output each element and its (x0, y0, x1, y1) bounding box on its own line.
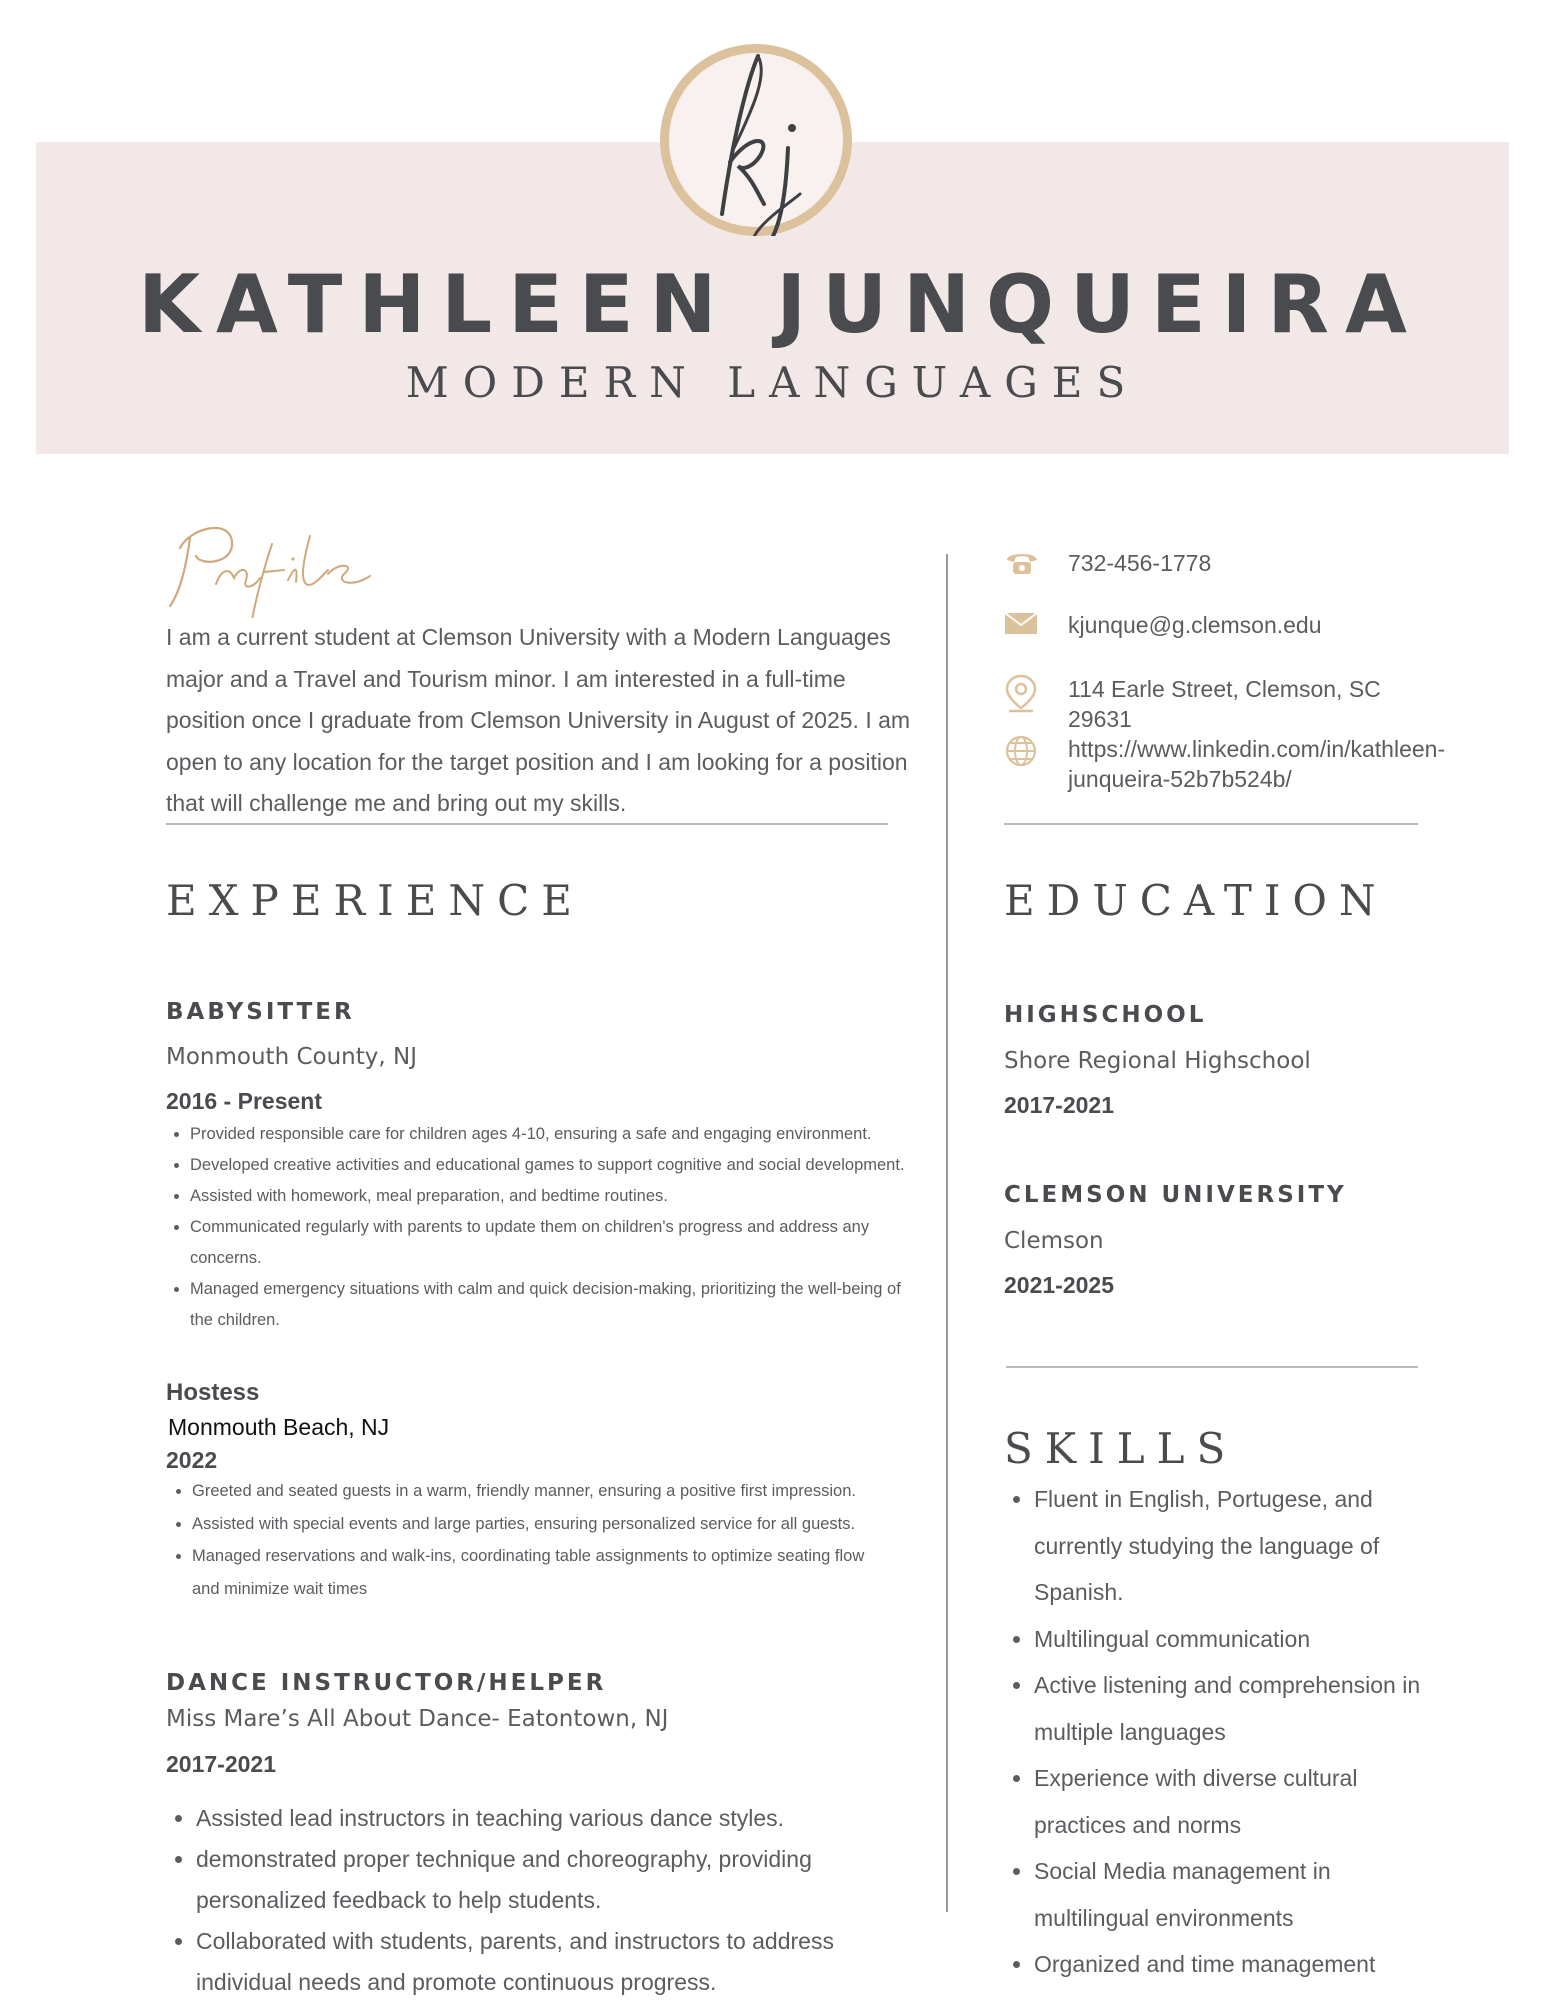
linkedin-url[interactable]: https://www.linkedin.com/in/kathleen-junqueira-52b7b524b/ (1068, 736, 1446, 792)
job-title: BABYSITTER (166, 999, 355, 1025)
list-item: • demonstrated proper technique and choreography, providing personalized feedback to help students. (196, 1839, 906, 1921)
job-dates: 2016 - Present (166, 1088, 322, 1114)
job-dates: 2017-2021 (166, 1751, 276, 1777)
job-location: Monmouth Beach, NJ (168, 1414, 390, 1440)
school-dates: 2021-2025 (1004, 1272, 1114, 1298)
list-item: • Collaborated with students, parents, and instructors to address individual needs and promote continuous progress. (196, 1921, 906, 2003)
monogram-kj-signature (660, 44, 852, 236)
job-bullets (166, 1798, 906, 2003)
job-bullets (166, 1119, 916, 1336)
school-title: HIGHSCHOOL (1004, 1002, 1207, 1028)
skills-heading: SKILLS (1004, 1424, 1238, 1473)
globe-icon (1004, 734, 1040, 770)
skills-list (1004, 1476, 1424, 1988)
phone-number: 732-456-1778 (1068, 550, 1212, 576)
list-item: • Managed reservations and walk-ins, coordinating table assignments to optimize seating flow and minimize wait times (192, 1540, 868, 1605)
job-location: Miss Mare’s All About Dance- Eatontown, NJ (166, 1706, 669, 1732)
job-bullets (168, 1475, 868, 1605)
candidate-subtitle: MODERN LANGUAGES (405, 358, 1140, 407)
education-divider (1006, 1366, 1418, 1368)
list-item: • Assisted lead instructors in teaching various dance styles. (196, 1798, 906, 1839)
profile-script-heading (160, 508, 380, 623)
list-item: • Managed emergency situations with calm and quick decision-making, prioritizing the well-being of the children. (190, 1274, 916, 1336)
contact-divider (1004, 823, 1418, 825)
list-item: • Organized and time management (1034, 1941, 1424, 1988)
column-divider (946, 554, 948, 1912)
job-title: Hostess (166, 1379, 260, 1406)
profile-text: I am a current student at Clemson University with a Modern Languages major and a Travel and Tourism minor. I am interested in a full-time position once I graduate from Clemson University in August of 2025. I am open to any location for the target position and I am looking for a position that will challenge me and bring out my skills. (166, 624, 911, 816)
street-address: 114 Earle Street, Clemson, SC 29631 (1068, 676, 1381, 732)
school-title: CLEMSON UNIVERSITY (1004, 1182, 1347, 1208)
candidate-name: KATHLEEN JUNQUEIRA (138, 258, 1423, 351)
list-item: • Provided responsible care for children ages 4-10, ensuring a safe and engaging environment. (190, 1119, 916, 1150)
school-name: Shore Regional Highschool (1004, 1048, 1311, 1074)
email-address[interactable]: kjunque@g.clemson.edu (1068, 612, 1322, 638)
list-item: • Multilingual communication (1034, 1616, 1424, 1663)
profile-divider (166, 823, 888, 825)
job-dates: 2022 (166, 1447, 218, 1473)
list-item: • Assisted with special events and large parties, ensuring personalized service for all guests. (192, 1508, 868, 1541)
experience-heading: EXPERIENCE (166, 876, 584, 925)
list-item: • Active listening and comprehension in multiple languages (1034, 1662, 1424, 1755)
list-item: • Communicated regularly with parents to update them on children's progress and address any concerns. (190, 1212, 916, 1274)
mail-icon (1004, 610, 1040, 646)
list-item: • Developed creative activities and educational games to support cognitive and social development. (190, 1150, 916, 1181)
job-title: DANCE INSTRUCTOR/HELPER (166, 1670, 607, 1696)
school-name: Clemson (1004, 1228, 1104, 1254)
list-item: • Fluent in English, Portugese, and currently studying the language of Spanish. (1034, 1476, 1424, 1616)
education-heading: EDUCATION (1004, 876, 1388, 925)
list-item: • Assisted with homework, meal preparation, and bedtime routines. (190, 1181, 916, 1212)
phone-icon (1004, 548, 1040, 584)
list-item: • Social Media management in multilingual environments (1034, 1848, 1424, 1941)
monogram-logo (660, 44, 852, 236)
list-item: • Experience with diverse cultural practices and norms (1034, 1755, 1424, 1848)
location-pin-icon (1004, 674, 1040, 710)
job-location: Monmouth County, NJ (166, 1044, 417, 1070)
list-item: • Greeted and seated guests in a warm, friendly manner, ensuring a positive first impression. (192, 1475, 868, 1508)
school-dates: 2017-2021 (1004, 1092, 1114, 1118)
